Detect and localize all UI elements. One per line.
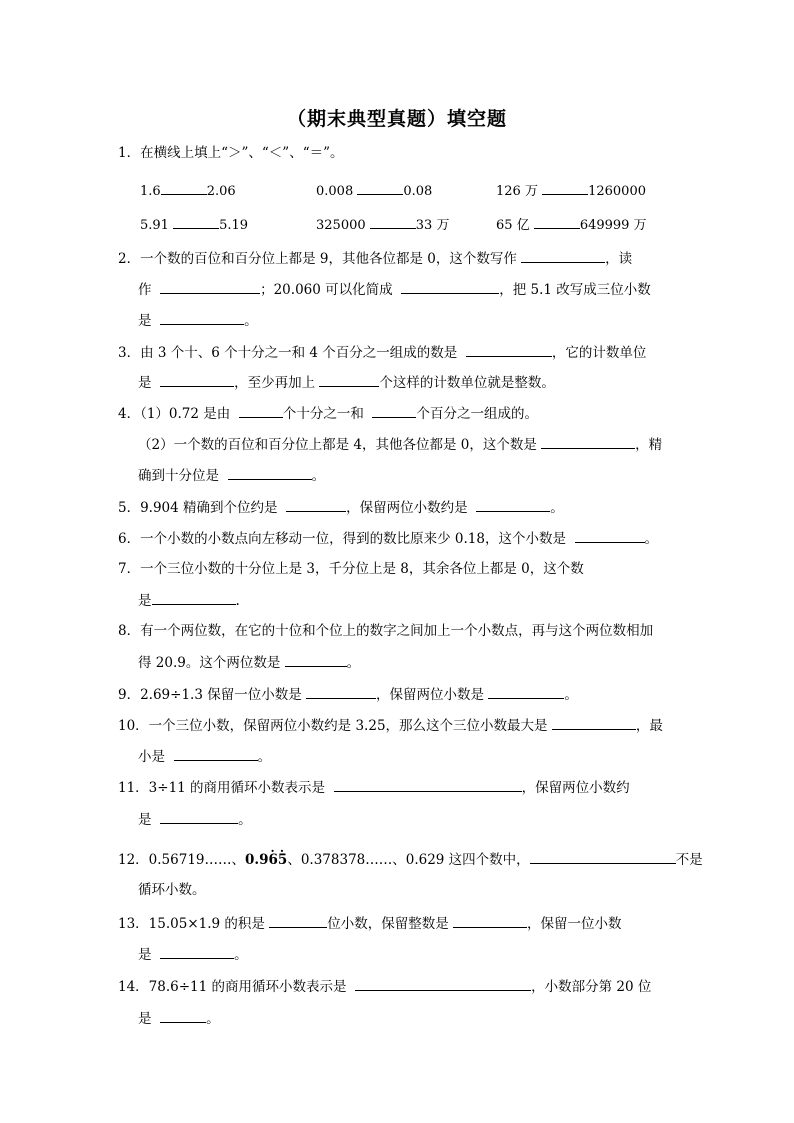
answer-blank[interactable] [476, 497, 550, 512]
answer-blank[interactable] [160, 372, 234, 387]
question-12-line-1: 12．0.56719……、0.96 ·5 ·、0.378378……、0.629 这四个数中， 不是 [118, 849, 678, 870]
answer-blank[interactable] [174, 746, 258, 761]
q1-item-1: 1.6 2.06 [140, 180, 236, 199]
question-7-line-2: 是 . [138, 590, 698, 611]
question-2-line-3: 是 。 [138, 310, 698, 331]
answer-blank[interactable] [160, 279, 260, 294]
q1-item-3: 126 万 1260000 [496, 180, 646, 199]
question-8-line-2: 得 20.9。这个两位数是 。 [138, 652, 698, 673]
question-3-line-2: 是 ，至少再加上 个这样的计数单位就是整数。 [138, 372, 698, 393]
q1-item-4: 5.91 5.19 [140, 214, 248, 233]
question-12-line-2: 循环小数。 [138, 882, 206, 898]
question-2-line-1: 2．一个数的百位和百分位上都是 9，其他各位都是 0，这个数写作 ，读 [118, 248, 678, 269]
answer-blank[interactable] [372, 403, 416, 418]
answer-blank[interactable] [541, 434, 635, 449]
answer-blank[interactable] [357, 180, 403, 195]
question-11-line-1: 11．3÷11 的商用循环小数表示是 ，保留两位小数约 [118, 777, 678, 798]
answer-blank[interactable] [542, 180, 588, 195]
question-14-line-1: 14．78.6÷11 的商用循环小数表示是 ，小数部分第 20 位 [118, 976, 678, 997]
answer-blank[interactable] [160, 809, 238, 824]
answer-blank[interactable] [161, 180, 207, 195]
question-14-line-2: 是 。 [138, 1008, 698, 1029]
answer-blank[interactable] [160, 944, 234, 959]
answer-blank[interactable] [355, 976, 531, 991]
question-8-line-1: 8．有一个两位数，在它的十位和个位上的数字之间加上一个小数点，再与这个两位数相加 [118, 623, 654, 639]
question-10-line-2: 小是 。 [138, 746, 698, 767]
answer-blank[interactable] [534, 214, 580, 229]
answer-blank[interactable] [173, 214, 219, 229]
question-4-line-1: 4．（1）0.72 是由 个十分之一和 个百分之一组成的。 [118, 403, 678, 424]
answer-blank[interactable] [521, 248, 605, 263]
question-4-line-2: （2）一个数的百位和百分位上都是 4，其他各位都是 0，这个数是 ，精 [138, 434, 698, 455]
question-7-line-1: 7．一个三位小数的十分位上是 3，千分位上是 8，其余各位上都是 0，这个数 [118, 561, 584, 577]
page-title: （期末典型真题）填空题 [286, 108, 507, 130]
answer-blank[interactable] [453, 913, 527, 928]
answer-blank[interactable] [160, 1008, 206, 1023]
q1-item-6: 65 亿 649999 万 [496, 214, 647, 233]
answer-blank[interactable] [285, 652, 347, 667]
answer-blank[interactable] [228, 465, 312, 480]
answer-blank[interactable] [530, 849, 676, 864]
answer-blank[interactable] [575, 528, 645, 543]
answer-blank[interactable] [286, 497, 346, 512]
answer-blank[interactable] [319, 372, 379, 387]
q1-item-2: 0.008 0.08 [316, 180, 432, 199]
answer-blank[interactable] [152, 590, 236, 605]
question-13-line-1: 13．15.05×1.9 的积是 位小数，保留整数是 ，保留一位小数 [118, 913, 678, 934]
answer-blank[interactable] [334, 777, 522, 792]
question-9: 9．2.69÷1.3 保留一位小数是 ，保留两位小数是 。 [118, 684, 678, 705]
question-3-line-1: 3．由 3 个十、6 个十分之一和 4 个百分之一组成的数是 ，它的计数单位 [118, 342, 678, 363]
answer-blank[interactable] [552, 715, 636, 730]
answer-blank[interactable] [269, 913, 327, 928]
answer-blank[interactable] [488, 684, 564, 699]
question-5: 5．9.904 精确到个位约是 ，保留两位小数约是 。 [118, 497, 678, 518]
answer-blank[interactable] [306, 684, 376, 699]
answer-blank[interactable] [160, 310, 244, 325]
question-6: 6．一个小数的小数点向左移动一位，得到的数比原来少 0.18，这个小数是 。 [118, 528, 678, 549]
question-4-line-3: 确到十分位是 。 [138, 465, 698, 486]
q1-item-5: 325000 33 万 [316, 214, 449, 233]
answer-blank[interactable] [239, 403, 283, 418]
question-1-stem: 1．在横线上填上“＞”、“＜”、“＝”。 [118, 145, 344, 161]
answer-blank[interactable] [401, 279, 499, 294]
answer-blank[interactable] [370, 214, 416, 229]
answer-blank[interactable] [466, 342, 552, 357]
question-13-line-2: 是 。 [138, 944, 698, 965]
question-2-line-2: 作 ；20.060 可以化简成 ，把 5.1 改写成三位小数 [138, 279, 698, 300]
question-10-line-1: 10．一个三位小数，保留两位小数约是 3.25，那么这个三位小数最大是 ，最 [118, 715, 678, 736]
question-11-line-2: 是 。 [138, 809, 698, 830]
